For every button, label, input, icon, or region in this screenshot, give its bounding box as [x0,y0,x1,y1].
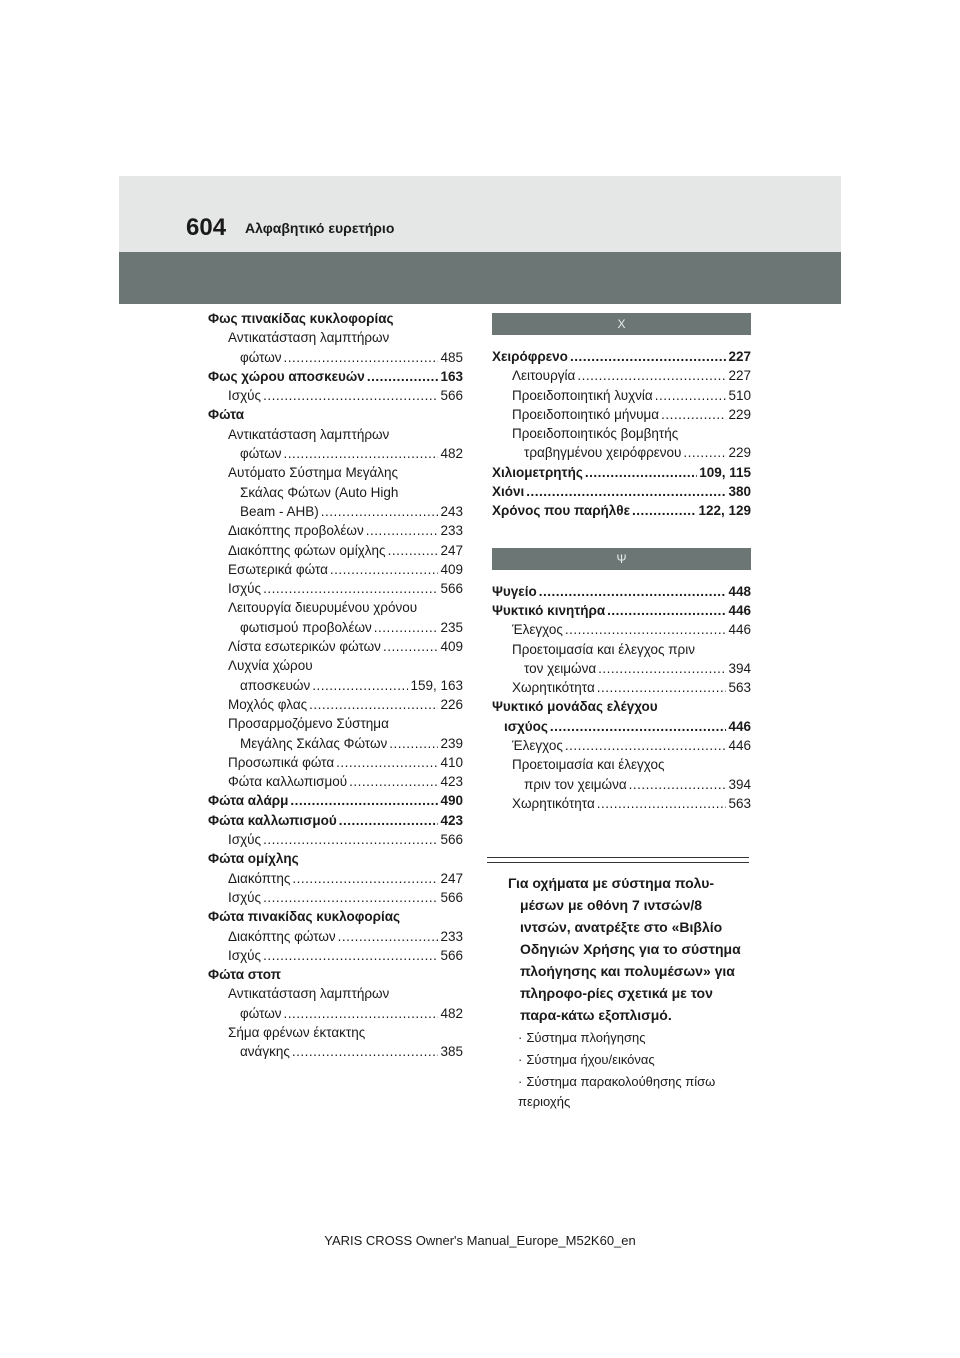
index-entry [492,347,751,366]
index-entry [492,717,751,736]
multimedia-note [508,872,752,1112]
entry-text: Έλεγχος [512,622,563,638]
index-entry [208,405,463,424]
dot-leader [655,386,727,405]
entry-text: Σκάλας Φώτων (Auto High [240,484,399,500]
note-item: · Σύστημα παρακολούθησης πίσω περιοχής [518,1074,716,1109]
index-column-right [492,313,751,813]
dot-leader [661,405,726,424]
dot-leader [632,501,696,520]
index-entry [208,521,463,540]
dot-leader [383,637,439,656]
entry-text: Φώτα [208,407,245,423]
entry-text: Προειδοποιητική λυχνία [512,387,653,403]
entry-text: Λυχνία χώρου [228,658,313,674]
note-heading: Για οχήματα με σύστημα πολυ-μέσων με οθόνη 7 ιντσών/8 ιντσών, ανατρέξτε στο «Βιβλίο Οδηγιών Χρήσης για το σύστημα πλοήγησης και πολυμέσων» για πληροφο-ρίες σχετικά με τον παρα-κάτω εξοπλισμό. [508,875,741,1023]
index-entry [492,386,751,405]
entry-page: 410 [440,754,463,770]
dot-leader [330,560,439,579]
entry-text: Φώτα στοπ [208,967,281,983]
entry-text: Φώτα καλλωπισμού [228,774,348,790]
entry-page: 490 [440,793,463,809]
entry-page: 485 [440,349,463,365]
dot-leader [284,1004,439,1023]
entry-text: τον χειμώνα [524,660,597,676]
dot-leader [629,775,727,794]
index-entry [208,927,463,946]
index-entry [208,830,463,849]
entry-page: 233 [440,523,463,539]
entry-page: 380 [728,484,751,500]
entry-page: 423 [440,774,463,790]
entry-text: Χρόνος που παρήλθε [492,503,631,519]
index-entry [208,811,463,830]
entry-page: 566 [440,581,463,597]
entry-text: Χειρόφρενο [492,349,568,364]
entry-page: 409 [440,561,463,577]
footer-text: YARIS CROSS Owner's Manual_Europe_M52K60_en [324,1233,636,1248]
index-entry [208,541,463,560]
entry-page: 566 [440,388,463,404]
dot-leader [312,676,408,695]
entry-text: Χιόνι [492,484,525,500]
index-entry [208,984,463,1003]
entry-text: Μεγάλης Σκάλας Φώτων [240,735,388,751]
entry-text: Χωρητικότητα [512,795,595,811]
dot-leader [683,443,726,462]
dot-leader [607,601,726,620]
entry-page: 446 [728,622,751,638]
dot-leader [292,1042,439,1061]
dot-leader [321,502,439,521]
entry-text: Ισχύς [228,581,262,597]
entry-text: Λειτουργία διευρυμένου χρόνου [228,600,418,616]
entry-text: πριν τον χειμώνα [524,776,627,792]
dot-leader [284,444,439,463]
dot-leader [263,888,438,907]
entry-text: Φως πινακίδας κυκλοφορίας [208,311,394,326]
entry-page: 563 [728,680,751,696]
index-entry [492,582,751,601]
index-entry [492,620,751,639]
index-entry [492,755,751,774]
header-background [119,176,841,252]
entry-page: 566 [440,832,463,848]
entry-page: 109, 115 [699,464,751,480]
dot-leader [389,734,438,753]
entry-text: Φως χώρου αποσκευών [208,368,365,384]
index-entry [208,656,463,675]
entry-page: 163 [440,368,463,384]
index-entry [208,328,463,347]
index-entry [492,678,751,697]
entry-page: 226 [440,696,463,712]
index-entry [492,697,751,716]
index-entry [208,598,463,617]
entry-page: 243 [440,503,463,519]
entry-text: Χωρητικότητα [512,680,595,696]
entry-text: Διακόπτης [228,870,291,886]
index-entry [492,736,751,755]
entry-page: 247 [440,542,463,558]
entry-text: φώτων [240,1005,282,1021]
entry-text: Διακόπτης φώτων [228,928,336,944]
entry-page: 446 [728,718,751,734]
index-entry [208,386,463,405]
entry-page: 482 [440,446,463,462]
entry-text: τραβηγμένου χειρόφρενου [524,445,682,461]
entry-text: Ψυκτικό κινητήρα [492,602,606,618]
index-entry [492,501,751,520]
index-entry [208,1023,463,1042]
entry-page: 239 [440,735,463,751]
entry-page: 122, 129 [698,503,751,519]
index-entry [492,405,751,424]
entry-text: Ισχύς [228,947,262,963]
dot-leader [309,695,438,714]
entry-text: Προσαρμοζόμενο Σύστημα [228,716,389,732]
entry-text: Εσωτερικά φώτα [228,561,328,577]
entry-page: 229 [728,445,751,461]
entry-page: 385 [440,1044,463,1060]
entry-text: Έλεγχος [512,738,563,754]
entry-text: Φώτα αλάρμ [208,793,289,809]
entry-text: Προειδοποιητικό μήνυμα [512,406,660,422]
entry-text: ανάγκης [240,1044,290,1060]
header-band [119,252,841,304]
entry-page: 446 [728,602,751,618]
dot-leader [284,348,439,367]
entry-text: αποσκευών [240,677,311,693]
entry-text: Αντικατάσταση λαμπτήρων [228,986,390,1002]
entry-page: 227 [728,349,751,364]
page-number: 604 [186,214,227,241]
entry-text: Αντικατάσταση λαμπτήρων [228,426,390,442]
entry-text: φώτων [240,446,282,462]
entry-page: 563 [728,795,751,811]
entry-text: Φώτα ομίχλης [208,851,299,867]
dot-leader [367,367,439,386]
entry-page: 446 [728,738,751,754]
dot-leader [585,463,697,482]
entry-page: 510 [728,387,751,403]
index-entry [208,714,463,733]
index-entry [208,560,463,579]
dot-leader [539,582,727,601]
entry-page: 233 [440,928,463,944]
entry-text: Ισχύς [228,832,262,848]
index-entry [208,348,463,367]
dot-leader [349,772,438,791]
entry-text: Ψυγείο [492,583,537,599]
entry-page: 448 [728,583,751,599]
index-entry [208,946,463,965]
entry-text: Ισχύς [228,388,262,404]
index-entry [208,965,463,984]
entry-text: Διακόπτης προβολέων [228,523,364,539]
letter-heading: Ψ [492,548,751,570]
index-entry [208,618,463,637]
dot-leader [374,618,439,637]
dot-leader [388,541,439,560]
index-entry [492,775,751,794]
entry-text: Beam - AHB) [240,503,319,519]
dot-leader [339,811,439,830]
bullet-icon: · [518,1074,523,1089]
index-entry [208,695,463,714]
dot-leader [565,620,727,639]
dot-leader [263,579,438,598]
index-entry [208,444,463,463]
index-column-left [208,309,463,1062]
entry-page: 235 [440,619,463,635]
entry-page: 566 [440,889,463,905]
index-entry [492,640,751,659]
index-entry [208,869,463,888]
entry-text: Χιλιομετρητής [492,464,583,480]
entry-text: Λίστα εσωτερικών φώτων [228,639,381,655]
entry-text: Διακόπτης φώτων ομίχλης [228,542,386,558]
entry-page: 227 [728,368,751,384]
bullet-icon: · [518,1030,523,1045]
index-entry [492,794,751,813]
bullet-icon: · [518,1052,523,1067]
index-entry [492,482,751,501]
entry-text: Λειτουργία [512,368,576,384]
dot-leader [597,794,727,813]
entry-text: Φώτα καλλωπισμού [208,812,337,828]
index-entry [208,1004,463,1023]
index-entry [208,367,463,386]
index-entry [208,676,463,695]
index-entry [208,734,463,753]
entry-text: Φώτα πινακίδας κυκλοφορίας [208,909,401,925]
index-entry [208,502,463,521]
entry-text: ισχύος [504,718,548,734]
index-entry [208,791,463,810]
index-entry [492,463,751,482]
note-item: · Σύστημα πλοήγησης [518,1030,646,1045]
entry-text: φώτων [240,349,282,365]
dot-leader [577,366,726,385]
note-item: · Σύστημα ήχου/εικόνας [518,1052,655,1067]
index-entry [208,579,463,598]
entry-text: Αυτόματο Σύστημα Μεγάλης [228,465,399,481]
index-entry [492,366,751,385]
entry-text: Προσωπικά φώτα [228,754,335,770]
dot-leader [570,347,727,366]
dot-leader [290,791,438,810]
entry-page: 423 [440,812,463,828]
entry-text: Προετοιμασία και έλεγχος [512,757,665,773]
index-entry [492,424,751,443]
entry-text: φωτισμού προβολέων [240,619,372,635]
letter-heading: Χ [492,313,751,335]
index-entry [208,753,463,772]
entry-page: 159, 163 [410,677,463,693]
dot-leader [550,717,727,736]
dot-leader [292,869,438,888]
dot-leader [263,946,438,965]
index-entry [208,637,463,656]
dot-leader [526,482,726,501]
entry-text: Ισχύς [228,889,262,905]
entry-text: Μοχλός φλας [228,696,308,712]
index-entry [208,772,463,791]
dot-leader [336,753,438,772]
entry-text: Ψυκτικό μονάδας ελέγχου [492,699,658,715]
dot-leader [338,927,439,946]
dot-leader [598,659,726,678]
note-divider [487,857,749,863]
entry-text: Προετοιμασία και έλεγχος πριν [512,641,695,657]
index-entry [208,849,463,868]
index-entry [208,888,463,907]
index-entry [492,443,751,462]
entry-page: 394 [728,776,751,792]
entry-text: Σήμα φρένων έκτακτης [228,1024,366,1040]
index-entry [208,309,463,328]
dot-leader [263,386,438,405]
dot-leader [597,678,727,697]
entry-page: 394 [728,660,751,676]
index-entry [208,425,463,444]
index-entry [492,601,751,620]
dot-leader [366,521,439,540]
index-entry [208,483,463,502]
dot-leader [565,736,727,755]
section-title: Αλφαβητικό ευρετήριο [245,220,395,236]
dot-leader [263,830,438,849]
index-entry [492,659,751,678]
entry-page: 247 [440,870,463,886]
entry-text: Αντικατάσταση λαμπτήρων [228,330,390,346]
index-entry [208,907,463,926]
entry-text: Προειδοποιητικός βομβητής [512,426,679,442]
entry-page: 229 [728,406,751,422]
entry-page: 409 [440,639,463,655]
entry-page: 482 [440,1005,463,1021]
index-entry [208,463,463,482]
index-entry [208,1042,463,1061]
entry-page: 566 [440,947,463,963]
